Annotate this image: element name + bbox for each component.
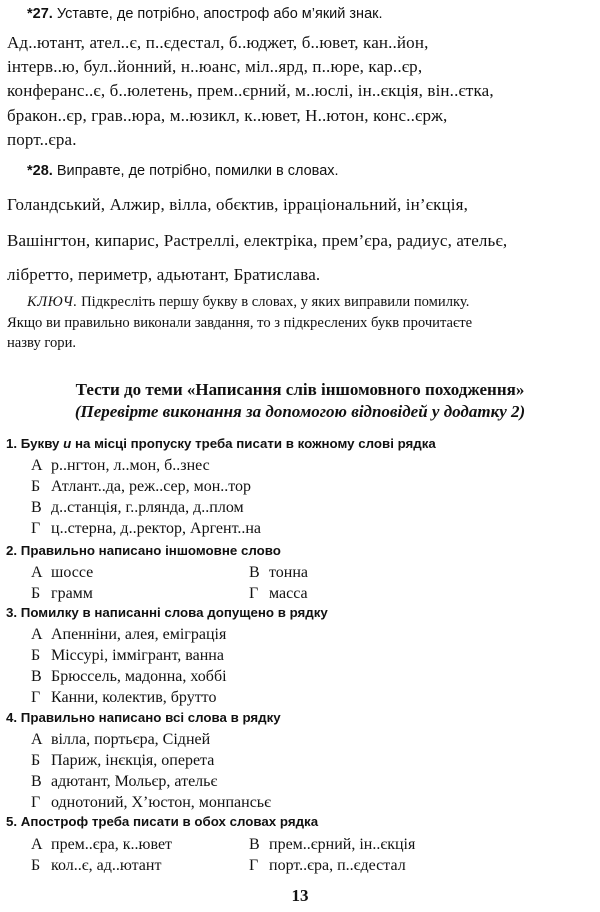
option-text: Апенніни, алея, еміграція: [51, 626, 227, 643]
option-text: порт..єра, п..єдестал: [269, 857, 406, 874]
question-1-suffix: на місці пропуску треба писати в кожному слові рядка: [71, 436, 436, 451]
question-5-option-a[interactable]: [31, 836, 172, 854]
question-2-option-a[interactable]: [31, 564, 93, 582]
option-text: масса: [269, 585, 308, 602]
option-text: тонна: [269, 564, 309, 581]
question-3-option-a[interactable]: [31, 626, 226, 644]
exercise-27-number: *27.: [27, 6, 53, 22]
option-letter: В: [249, 564, 260, 581]
exercise-28-line-2: Вашінгтон, кипарис, Растреллі, електріка, прем’єра, радиус, ательє,: [7, 231, 508, 250]
exercise-27-line-4: бракон..єр, грав..юра, м..юзикл, к..ювет, Н..ютон, конс..єрж,: [7, 106, 448, 125]
tests-subtitle: (Перевірте виконання за допомогою відповідей у додатку 2): [74, 402, 526, 421]
question-3-option-h[interactable]: [31, 689, 216, 707]
option-letter: В: [31, 668, 42, 685]
option-letter: А: [31, 626, 43, 643]
option-letter: Б: [31, 857, 41, 874]
question-4-option-h[interactable]: [31, 794, 271, 812]
option-letter: А: [31, 457, 43, 474]
question-1-option-b[interactable]: [31, 478, 251, 496]
option-letter: В: [31, 499, 42, 516]
exercise-28-line-1: Голандський, Алжир, вілла, обєктив, ірраціональний, ін’єкція,: [7, 195, 469, 214]
question-5: 5. Апостроф треба писати в обох словах рядка: [6, 814, 319, 829]
option-text: р..нгтон, л..мон, б..знес: [51, 457, 210, 474]
key-text-1: Підкресліть першу букву в словах, у яких виправили помилку.: [81, 294, 470, 310]
exercise-28-header: [27, 163, 339, 179]
question-2-option-v[interactable]: [249, 564, 308, 582]
option-letter: А: [31, 731, 43, 748]
option-letter: В: [31, 773, 42, 790]
option-text: грамм: [51, 585, 93, 602]
option-text: Міссурі, іммігрант, ванна: [51, 647, 224, 664]
option-letter: Г: [249, 585, 259, 602]
question-3-option-b[interactable]: [31, 647, 224, 665]
question-4-option-v[interactable]: [31, 773, 217, 791]
option-letter: Г: [31, 689, 41, 706]
option-text: адютант, Мольєр, ательє: [51, 773, 218, 790]
question-2-option-h[interactable]: [249, 585, 308, 603]
option-text: прем..єрний, ін..єкція: [269, 836, 416, 853]
option-letter: Б: [31, 478, 41, 495]
option-text: д..станція, г..рлянда, д..плом: [51, 499, 244, 516]
option-text: Брюссель, мадонна, хоббі: [51, 668, 227, 685]
exercise-27-line-2: інтерв..ю, бул..йонний, н..юанс, міл..ярд, п..юре, кар..єр,: [7, 57, 423, 76]
question-1-option-v[interactable]: [31, 499, 244, 517]
option-letter: Г: [31, 794, 41, 811]
exercise-28-key-line-2: Якщо ви правильно виконали завдання, то з підкреслених букв прочитаєте: [7, 315, 473, 331]
option-letter: Б: [31, 585, 41, 602]
exercise-28-number: *28.: [27, 163, 53, 179]
question-4-option-a[interactable]: [31, 731, 210, 749]
option-letter: Г: [31, 520, 41, 537]
exercise-28-key-line-3: назву гори.: [7, 335, 77, 351]
option-letter: Г: [249, 857, 259, 874]
question-2: 2. Правильно написано іншомовне слово: [6, 543, 281, 558]
question-3-option-v[interactable]: [31, 668, 227, 686]
question-3: 3. Помилку в написанні слова допущено в рядку: [6, 605, 328, 620]
exercise-28-key-line-1: [27, 294, 469, 311]
option-letter: А: [31, 564, 43, 581]
option-text: прем..єра, к..ювет: [51, 836, 173, 853]
question-4: 4. Правильно написано всі слова в рядку: [6, 710, 281, 725]
question-4-option-b[interactable]: [31, 752, 214, 770]
question-2-option-b[interactable]: [31, 585, 93, 603]
option-letter: Б: [31, 752, 41, 769]
option-text: шоссе: [51, 564, 94, 581]
exercise-28-instruction: Виправте, де потрібно, помилки в словах.: [56, 163, 339, 179]
exercise-27-line-1: Ад..ютант, ател..є, п..єдестал, б..юджет, б..ювет, кан..йон,: [7, 33, 429, 52]
question-5-option-b[interactable]: [31, 857, 161, 875]
option-text: Париж, інєкція, оперета: [51, 752, 215, 769]
question-1-prefix: 1. Букву: [6, 436, 64, 451]
option-letter: Б: [31, 647, 41, 664]
option-text: вілла, портьєра, Сідней: [51, 731, 211, 748]
option-letter: А: [31, 836, 43, 853]
question-1-option-a[interactable]: [31, 457, 210, 475]
option-text: Канни, колектив, брутто: [51, 689, 217, 706]
question-1-letter: и: [63, 436, 72, 451]
option-text: однотоний, Х’юстон, монпансьє: [51, 794, 271, 811]
exercise-27-header: [27, 6, 383, 22]
option-text: Атлант..да, реж..сер, мон..тор: [51, 478, 252, 495]
question-1-option-h[interactable]: [31, 520, 261, 538]
tests-title: Тести до теми «Написання слів іншомовного походження»: [75, 380, 525, 399]
page-number: 13: [291, 886, 309, 905]
option-letter: В: [249, 836, 260, 853]
question-5-option-v[interactable]: [249, 836, 415, 854]
option-text: ц..стерна, д..ректор, Аргент..на: [51, 520, 262, 537]
question-1: [6, 436, 436, 451]
exercise-27-line-3: конферанс..є, б..юлетень, прем..єрний, м..юслі, ін..єкція, він..єтка,: [7, 81, 494, 100]
exercise-28-line-3: лібретто, периметр, адьютант, Братислава.: [7, 265, 321, 284]
exercise-27-instruction: Уставте, де потрібно, апостроф або м’який знак.: [56, 6, 383, 22]
key-label: КЛЮЧ.: [27, 294, 78, 310]
option-text: кол..є, ад..ютант: [51, 857, 162, 874]
question-5-option-h[interactable]: [249, 857, 406, 875]
exercise-27-line-5: порт..єра.: [7, 130, 77, 149]
